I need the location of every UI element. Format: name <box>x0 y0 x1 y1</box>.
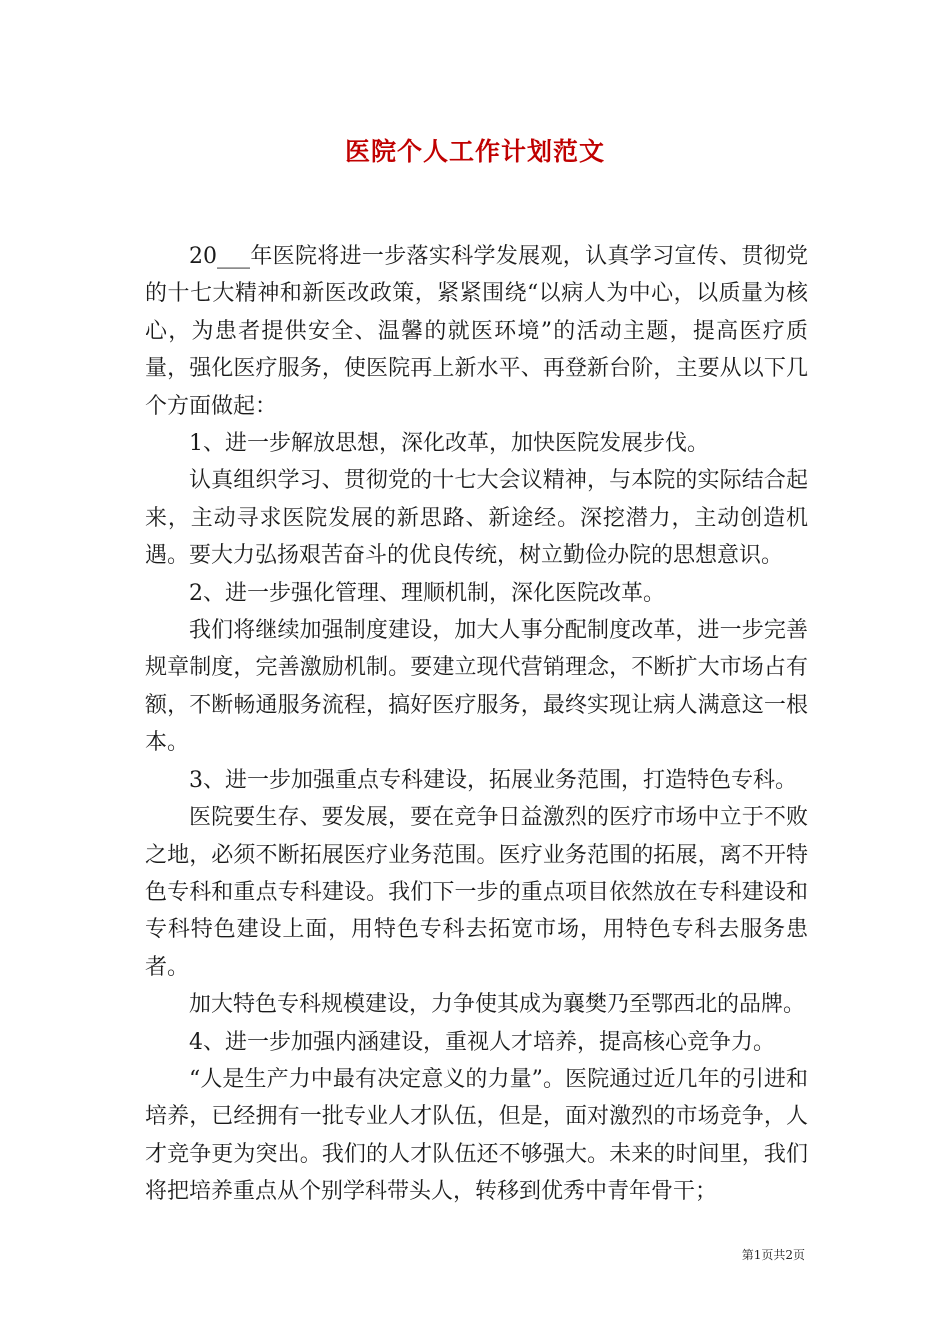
heading-section-3: 3、进一步加强重点专科建设，拓展业务范围，打造特色专科。 <box>189 767 797 793</box>
paragraph-section-4: “人是生产力中最有决定意义的力量”。医院通过近几年的引进和培养，已经拥有一批专业人才队伍，但是，面对激烈的市场竞争，人才竞争更为突出。我们的人才队伍还不够强大。未来的时间里，我们将把培养重点从个别学科带头人，转移到优秀中青年骨干； <box>145 1066 808 1205</box>
heading-section-2: 2、进一步强化管理、理顺机制，深化医院改革。 <box>189 580 665 606</box>
paragraph-section-3-extra: 加大特色专科规模建设，力争使其成为襄樊乃至鄂西北的品牌。 <box>189 992 806 1018</box>
paragraph-intro: 20___年医院将进一步落实科学发展观，认真学习宣传、贯彻党的十七大精神和新医改政策，紧紧围绕“以病人为中心，以质量为核心，为患者提供安全、温馨的就医环境”的活动主题，提高医疗质量，强化医疗服务，使医院再上新水平、再登新台阶，主要从以下几个方面做起： <box>145 244 808 419</box>
page-title: 医院个人工作计划范文 <box>344 137 605 166</box>
paragraph-section-1: 认真组织学习、贯彻党的十七大会议精神，与本院的实际结合起来，主动寻求医院发展的新思路、新途经。深挖潜力，主动创造机遇。要大力弘扬艰苦奋斗的优良传统，树立勤俭办院的思想意识。 <box>145 468 808 569</box>
heading-section-4: 4、进一步加强内涵建设，重视人才培养，提高核心竞争力。 <box>189 1029 775 1055</box>
paragraph-section-2: 我们将继续加强制度建设，加大人事分配制度改革，进一步完善规章制度，完善激励机制。要建立现代营销理念，不断扩大市场占有额，不断畅通服务流程，搞好医疗服务，最终实现让病人满意这一根本。 <box>145 618 808 756</box>
page-number: 第1页共2页 <box>741 1248 805 1262</box>
paragraph-section-3: 医院要生存、要发展，要在竞争日益激烈的医疗市场中立于不败之地，必须不断拓展医疗业务范围。医疗业务范围的拓展，离不开特色专科和重点专科建设。我们下一步的重点项目依然放在专科建设和专科特色建设上面，用特色专科去拓宽市场，用特色专科去服务患者。 <box>145 805 808 980</box>
document-body <box>145 238 808 1211</box>
heading-section-1: 1、进一步解放思想，深化改革，加快医院发展步伐。 <box>189 431 709 457</box>
